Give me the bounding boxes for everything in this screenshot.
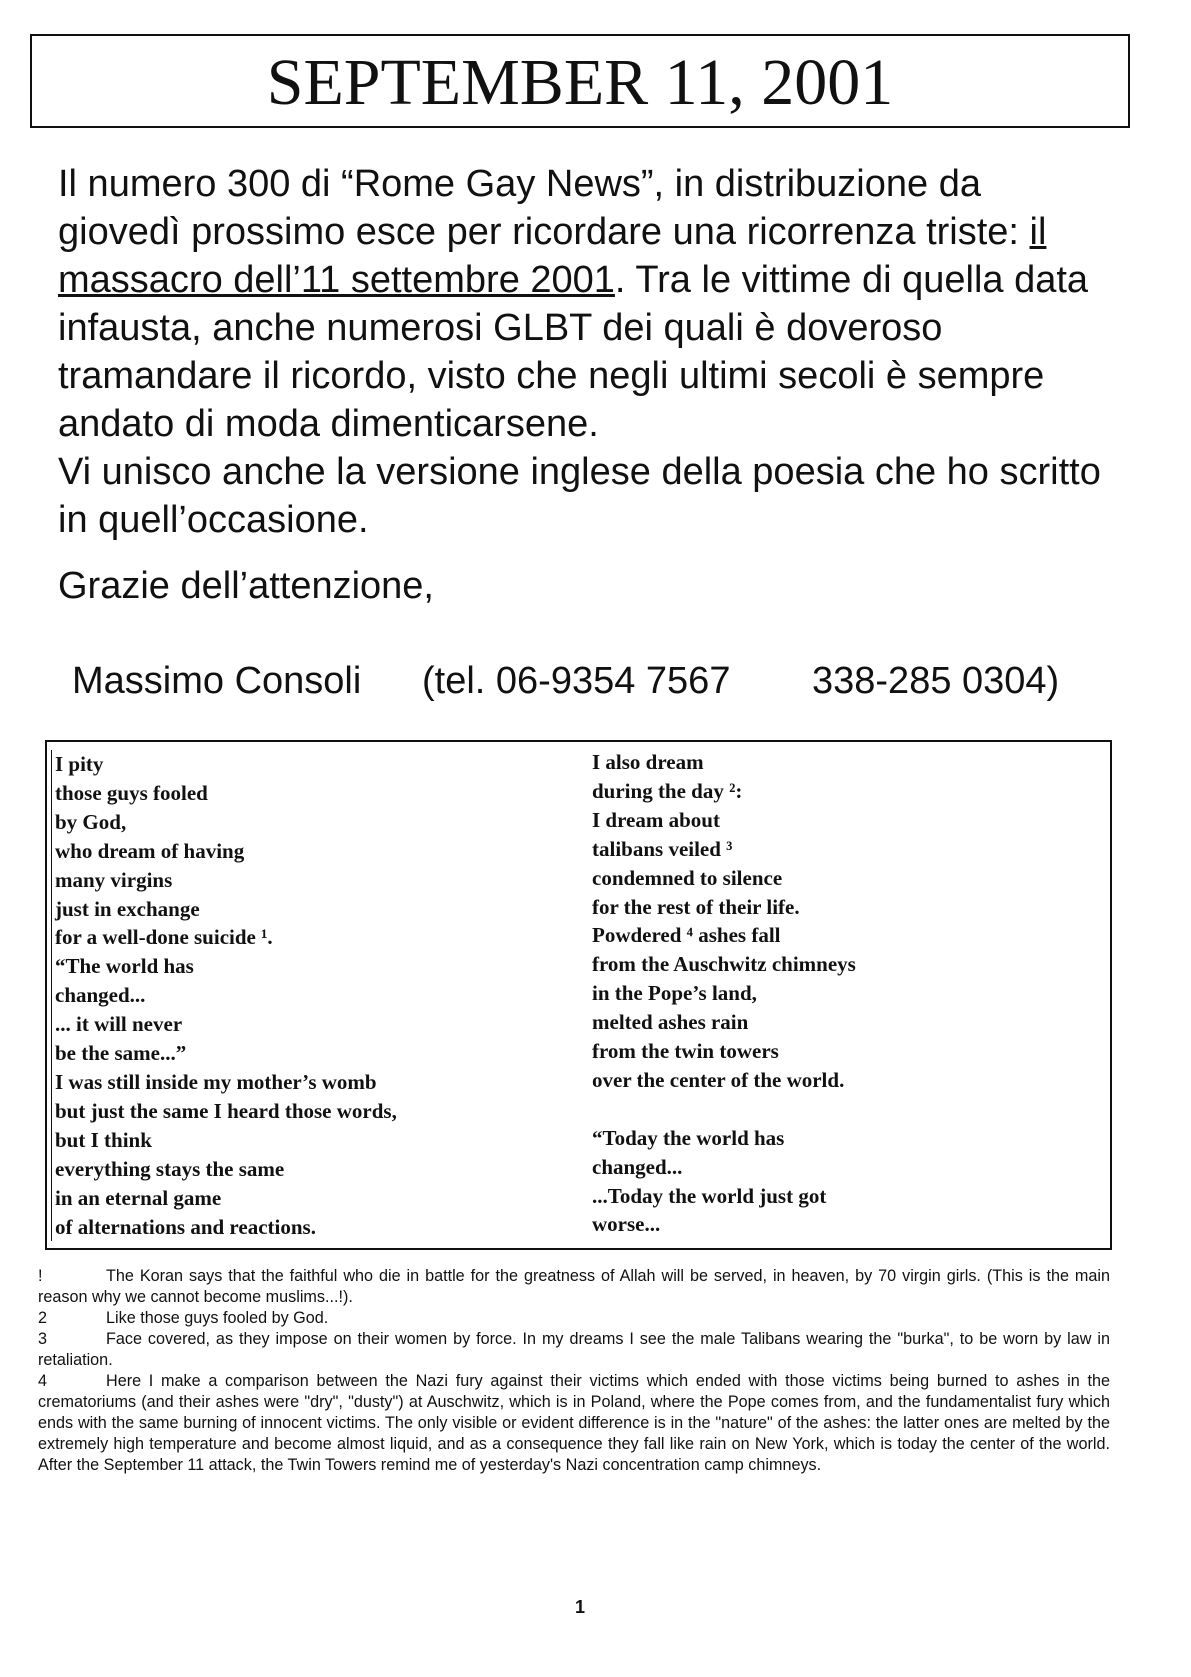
- footnote: [38, 1308, 1110, 1329]
- poem-line: from the Auschwitz chimneys: [592, 952, 856, 977]
- footnote-marker: 4: [38, 1372, 48, 1390]
- footnote: [38, 1329, 1110, 1371]
- poem-line: worse...: [592, 1212, 661, 1237]
- intro-p1-after: . Tra le vittime di quella data infausta, anche numerosi GLBT dei quali è doveroso tramandare il ricordo, visto che negli ultimi secoli è sempre andato di moda dimenticarsene.: [58, 259, 1089, 445]
- poem-left-column: [51, 750, 397, 1241]
- poem-line: I pity: [51, 750, 397, 779]
- signature-tel: (tel. 06-9354 7567: [422, 660, 731, 702]
- poem-line: but just the same I heard those words,: [51, 1097, 397, 1126]
- title-box: [30, 34, 1130, 128]
- footnote-text: Here I make a comparison between the Nazi fury against their victims which ended with those victims being burned to ashes in the crematoriums (and their ashes were "dry", "dusty") at Auschwitz, which is in Poland, where the Pope comes from, and the fundamentalist fury which ends with the same burning of innocent victims. The only visible or evident difference is in the "nature" of the ashes: the latter ones are melted by the extremely high temperature and become almost liquid, and as a consequence they fall like rain on New York, which is today the center of the world. After the September 11 attack, the Twin Towers remind me of yesterday's Nazi concentration camp chimneys.: [38, 1372, 1110, 1474]
- poem-right-column: [592, 748, 856, 1239]
- poem-line: melted ashes rain: [592, 1010, 749, 1035]
- poem-line: in the Pope’s land,: [592, 981, 757, 1006]
- poem-line: who dream of having: [51, 837, 397, 866]
- footnote-text: The Koran says that the faithful who die in battle for the greatness of Allah will be served, in heaven, by 70 virgin girls. (This is the main reason why we cannot become muslims...!).: [38, 1267, 1110, 1306]
- poem-line: be the same...”: [51, 1039, 397, 1068]
- intro-p1-underlined: il massacro dell’11 settembre 2001: [58, 211, 1047, 301]
- footnote-marker: 3: [38, 1330, 48, 1348]
- footnote: [38, 1266, 1110, 1308]
- poem-line: during the day ²:: [592, 778, 743, 803]
- poem-line: I was still inside my mother’s womb: [51, 1068, 397, 1097]
- poem-line: but I think: [51, 1126, 397, 1155]
- footnote-text: Like those guys fooled by God.: [106, 1309, 329, 1327]
- footnote-marker: 2: [38, 1309, 48, 1327]
- page-number: 1: [574, 1597, 585, 1617]
- poem-line: ...Today the world just got: [592, 1183, 827, 1208]
- footnotes: [38, 1266, 1110, 1476]
- poem-box: [45, 740, 1112, 1250]
- poem-line: I dream about: [592, 807, 720, 832]
- poem-line: “The world has: [51, 952, 397, 981]
- poem-line: just in exchange: [51, 895, 397, 924]
- poem-line: talibans veiled ³: [592, 836, 733, 861]
- poem-line: everything stays the same: [51, 1155, 397, 1184]
- intro-paragraph-2: Vi unisco anche la versione inglese della poesia che ho scritto in quell’occasione.: [58, 451, 1101, 541]
- poem-line: many virgins: [51, 866, 397, 895]
- footnote-marker: !: [38, 1267, 43, 1285]
- poem-line: for the rest of their life.: [592, 894, 800, 919]
- poem-line: ... it will never: [51, 1010, 397, 1039]
- page-title: SEPTEMBER 11, 2001: [266, 46, 894, 119]
- poem-line: in an eternal game: [51, 1184, 397, 1213]
- poem-line: condemned to silence: [592, 865, 783, 890]
- poem-line: over the center of the world.: [592, 1067, 845, 1092]
- poem-line: by God,: [51, 808, 397, 837]
- poem-line: Powdered ⁴ ashes fall: [592, 923, 781, 948]
- poem-line: I also dream: [592, 750, 704, 774]
- poem-line: changed...: [51, 981, 397, 1010]
- poem-line: changed...: [592, 1154, 683, 1179]
- intro-p1-before: Il numero 300 di “Rome Gay News”, in distribuzione da giovedì prossimo esce per ricordare una ricorrenza triste:: [58, 163, 1030, 253]
- poem-line: of alternations and reactions.: [51, 1213, 397, 1242]
- closing-line: Grazie dell’attenzione,: [58, 565, 434, 607]
- footnote-text: Face covered, as they impose on their women by force. In my dreams I see the male Talibans wearing the "burka", to be worn by law in retaliation.: [38, 1330, 1110, 1369]
- footnote: [38, 1371, 1110, 1476]
- poem-line: [592, 1095, 856, 1124]
- signature-name: Massimo Consoli: [72, 660, 362, 702]
- poem-line: those guys fooled: [51, 779, 397, 808]
- intro-paragraph-1: [58, 160, 1108, 448]
- poem-line: for a well-done suicide ¹.: [51, 923, 397, 952]
- signature: [72, 660, 1102, 703]
- signature-mobile: 338-285 0304): [812, 660, 1060, 702]
- poem-line: “Today the world has: [592, 1125, 785, 1150]
- intro-text: [58, 160, 1108, 544]
- poem-line: from the twin towers: [592, 1039, 779, 1064]
